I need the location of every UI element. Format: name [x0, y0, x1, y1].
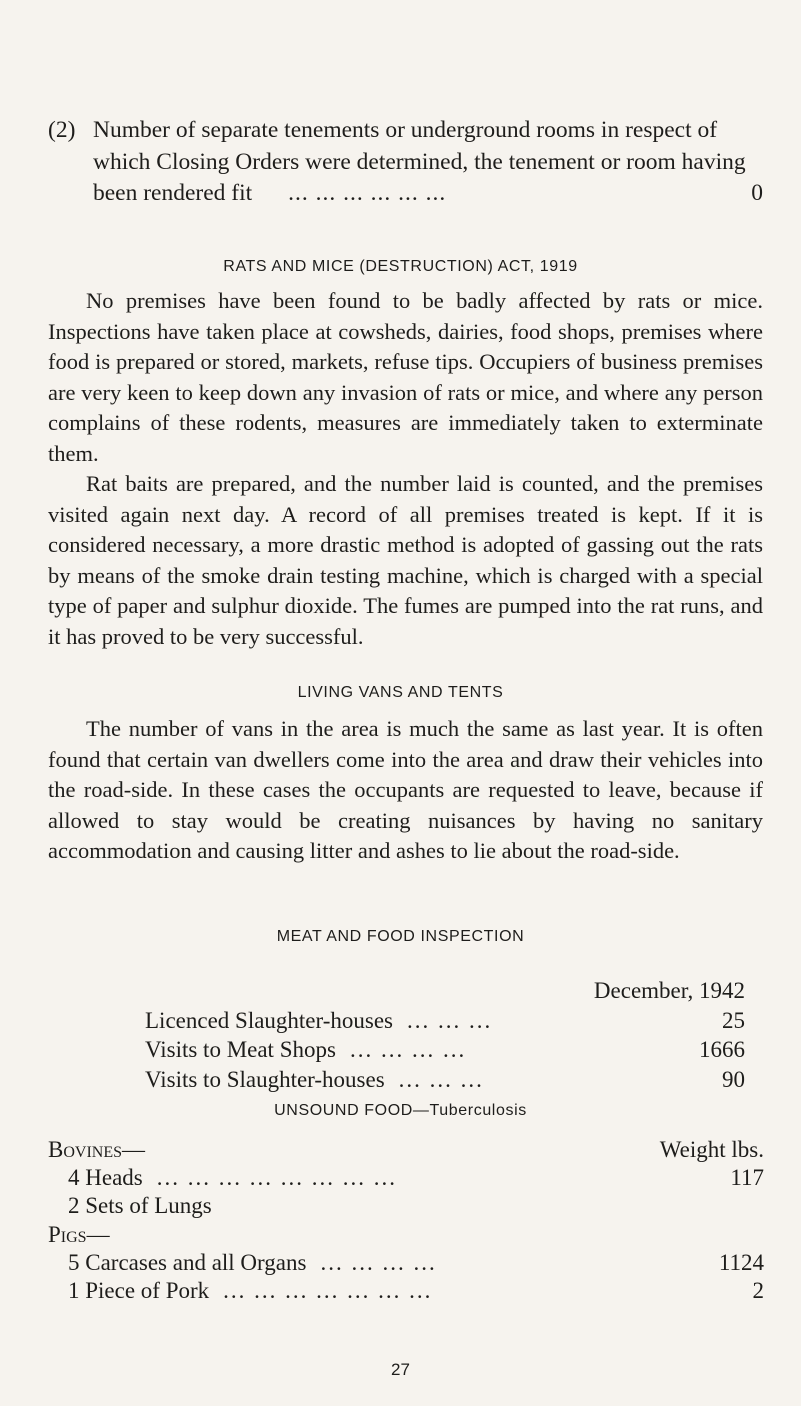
rats-paragraph-2: Rat baits are prepared, and the number laid is counted, and the premises visited again next day. A record of all premises treated is kept. If it is considered necessary, a more drastic method is adopted of gassing out the rats by means of the smoke drain testing machine, which is charged with a special type of paper and sulphur dioxide. The fumes are pumped into the rat runs, and it has proved to be very successful.	[48, 471, 763, 649]
pigs-group-label: Pigs—	[48, 1221, 110, 1247]
vans-heading: LIVING VANS AND TENTS	[297, 684, 504, 701]
table-row	[48, 1277, 764, 1305]
table-header-row	[48, 1136, 764, 1164]
row-label: 2 Sets of Lungs	[68, 1193, 212, 1219]
weight-column-header: Weight lbs.	[659, 1137, 764, 1162]
meat-table-column-header: December, 1942	[593, 978, 745, 1003]
rats-heading: RATS AND MICE (DESTRUCTION) ACT, 1919	[223, 258, 578, 275]
item-text: Number of separate tenements or underground rooms in respect of which Closing Orders were determined, the tenement or room having been rendered fit	[93, 117, 746, 206]
item-text-block	[93, 115, 763, 210]
row-label: 5 Carcases and all Organs	[68, 1249, 307, 1275]
item-leader: ... ... ... ... ... ...	[288, 180, 447, 206]
row-label: Visits to Meat Shops	[145, 1037, 336, 1062]
row-value: 90	[722, 1066, 745, 1092]
row-label: 1 Piece of Pork	[68, 1278, 210, 1304]
table-row	[145, 1065, 745, 1095]
page-number: 27	[391, 1360, 410, 1379]
meat-heading: MEAT AND FOOD INSPECTION	[276, 928, 525, 945]
table-row	[48, 1164, 764, 1192]
table-row	[48, 1249, 764, 1277]
table-row	[145, 1035, 745, 1065]
row-value: 25	[722, 1007, 745, 1033]
row-value: 117	[730, 1165, 764, 1191]
row-leader: ... ... ... ... ... ... ... ...	[156, 1165, 397, 1191]
bovines-group-label: Bovines—	[48, 1137, 146, 1162]
closing-orders-item	[48, 115, 763, 210]
row-leader: ... ... ...	[406, 1007, 493, 1033]
table-row	[48, 1192, 764, 1220]
row-leader: ... ... ... ... ... ... ...	[223, 1278, 433, 1304]
rats-paragraph-1: No premises have been found to be badly affected by rats or mice. Inspections have taken place at cowsheds, dairies, food shops, premises where food is prepared or stored, markets, refuse tips. Occupiers of business premises are very keen to keep down any invasion of rats or mice, and where any person complains of these rodents, measures are immediately taken to exterminate them.	[48, 288, 763, 466]
row-leader: ... ... ... ...	[320, 1249, 437, 1275]
item-number: (2)	[48, 117, 76, 143]
row-label: Licenced Slaughter-houses	[145, 1007, 393, 1033]
row-value: 1124	[718, 1249, 764, 1275]
row-leader: ... ... ...	[398, 1066, 484, 1092]
meat-inspection-table	[145, 976, 745, 1094]
vans-paragraph: The number of vans in the area is much the same as last year. It is often found that certain van dwellers come into the area and draw their vehicles into the road-side. In these cases the occupants are requested to leave, because if allowed to stay would be creating nuisances by having no sanitary accommodation and causing litter and ashes to lie about the road-side.	[48, 716, 763, 864]
row-label: 4 Heads	[68, 1165, 143, 1191]
item-value: 0	[751, 180, 763, 206]
row-leader: ... ... ... ...	[349, 1037, 467, 1062]
unsound-food-table	[48, 1136, 764, 1305]
unsound-food-heading: UNSOUND FOOD—Tuberculosis	[274, 1102, 527, 1119]
row-value: 1666	[699, 1037, 745, 1062]
table-row	[145, 1006, 745, 1036]
row-label: Visits to Slaughter-houses	[145, 1066, 385, 1092]
pigs-group-row	[48, 1221, 764, 1249]
row-value: 2	[752, 1278, 764, 1304]
